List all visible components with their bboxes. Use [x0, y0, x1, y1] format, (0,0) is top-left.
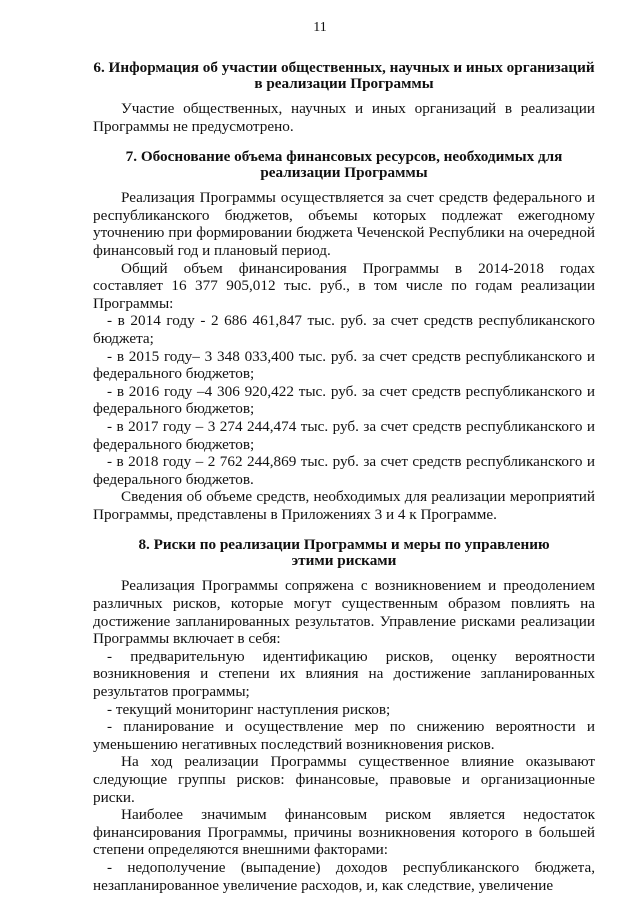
- section-gap: [93, 135, 595, 149]
- body-paragraph: Участие общественных, научных и иных организаций в реализации Программы не предусмотрено.: [93, 100, 595, 135]
- section-heading: [93, 149, 595, 180]
- bullet-paragraph: - в 2015 году– 3 348 033,400 тыс. руб. за счет средств республиканского и федерального бюджетов;: [93, 347, 595, 383]
- section-heading-line: этими рисками: [291, 551, 397, 569]
- section-gap: [93, 523, 595, 537]
- bullet-paragraph: - в 2017 году – 3 274 244,474 тыс. руб. за счет средств республиканского и федерального бюджетов;: [93, 417, 595, 453]
- bullet-paragraph: - текущий мониторинг наступления рисков;: [107, 700, 391, 718]
- bullet-paragraph: - в 2014 году - 2 686 461,847 тыс. руб. за счет средств республиканского бюджета;: [93, 312, 595, 347]
- heading-gap: [93, 91, 595, 100]
- bullet-paragraph: - в 2018 году – 2 762 244,869 тыс. руб. за счет средств республиканского и федерального бюджетов.: [93, 453, 595, 488]
- body-paragraph: Реализация Программы сопряжена с возникновением и преодолением различных рисков, которые могут существенным образом повлиять на достижение запланированных результатов. Управление рисками реализации Программы включает в себя:: [93, 577, 595, 648]
- bullet-paragraph: - недополучение (выпадение) доходов республиканского бюджета, незапланированное увеличение расходов, и, как следствие, увеличение: [93, 858, 595, 894]
- bullet-paragraph: - предварительную идентификацию рисков, оценку вероятности возникновения и степени их влияния на достижение запланированных результатов программы;: [93, 647, 595, 701]
- section-heading-line: 8. Риски по реализации Программы и меры по управлению: [138, 536, 550, 554]
- body-paragraph: Сведения об объеме средств, необходимых для реализации мероприятий Программы, представлены в Приложениях 3 и 4 к Программе.: [93, 488, 595, 523]
- page-number: 11: [313, 20, 327, 35]
- page-content: [93, 60, 595, 894]
- section-heading-line: в реализации Программы: [254, 74, 434, 92]
- section-heading-line: 7. Обоснование объема финансовых ресурсов, необходимых для: [125, 148, 563, 166]
- body-paragraph: На ход реализации Программы существенное влияние оказывают следующие группы рисков: финансовые, правовые и организационные риски.: [93, 753, 595, 806]
- section-heading: [93, 537, 595, 568]
- bullet-paragraph: - в 2016 году –4 306 920,422 тыс. руб. за счет средств республиканского и федерального бюджетов;: [93, 382, 595, 418]
- body-paragraph: Наиболее значимым финансовым риском является недостаток финансирования Программы, причины возникновения которого в большей степени определяются внешними факторами:: [93, 806, 595, 859]
- heading-gap: [93, 180, 595, 189]
- heading-gap: [93, 568, 595, 577]
- section-heading-line: 6. Информация об участии общественных, научных и иных организаций: [93, 59, 595, 76]
- bullet-paragraph: - планирование и осуществление мер по снижению вероятности и уменьшению негативных последствий возникновения рисков.: [93, 718, 595, 753]
- body-paragraph: Общий объем финансирования Программы в 2014-2018 годах составляет 16 377 905,012 тыс. руб., в том числе по годам реализации Программы:: [93, 259, 595, 312]
- section-heading: [93, 60, 595, 91]
- body-paragraph: Реализация Программы осуществляется за счет средств федерального и республиканского бюджетов, объемы которых подлежат ежегодному уточнению при формировании бюджета Чеченской Республики на очередной финансовый год и плановый период.: [93, 189, 595, 259]
- section-heading-line: реализации Программы: [260, 163, 428, 181]
